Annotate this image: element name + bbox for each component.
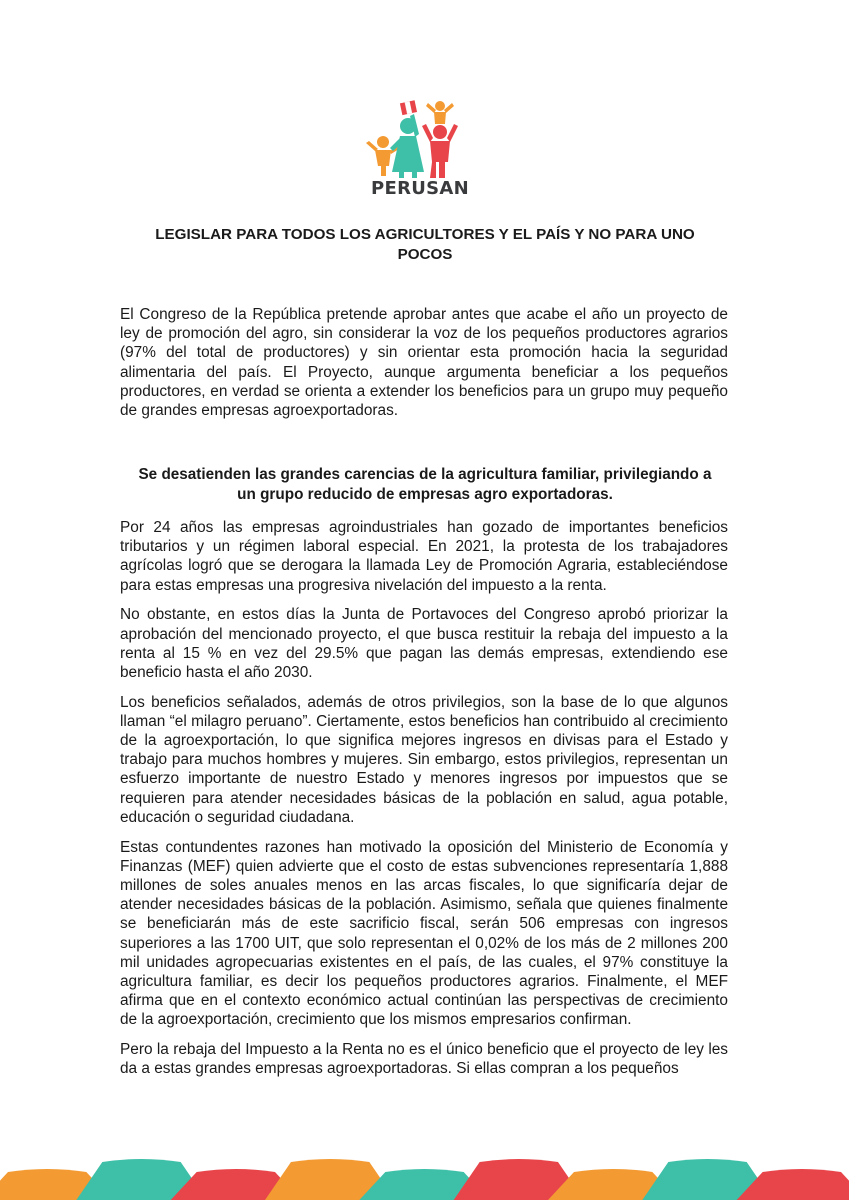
family-figures-icon	[360, 96, 480, 178]
woman-figure-icon	[390, 114, 424, 178]
body-paragraph: Los beneficios señalados, además de otros privilegios, son la base de lo que algunos llaman “el milagro peruano”. Ciertamente, estos beneficios han contribuido al crecimiento de la agroexportación, lo que significa mejores ingresos en divisas para el Estado y trabajo para muchos hombres y mujeres. Sin embargo, estos privilegios, representan un esfuerzo importante de nuestro Estado y menores ingresos por impuestos que se requieren para atender necesidades básicas de la población en salud, agua potable, educación o seguridad ciudadana.	[120, 693, 728, 826]
document-title-line-2: POCOS	[397, 246, 453, 263]
document-title	[120, 225, 730, 265]
intro-paragraph: El Congreso de la República pretende aprobar antes que acabe el año un proyecto de ley de promoción del agro, sin considerar la voz de los pequeños productores agrarios (97% del total de productores) y sin orientar esta promoción hacia la seguridad alimentaria del país. El Proyecto, aunque argumenta beneficiar a los pequeños productores, en verdad se orienta a extender los beneficios para un grupo muy pequeño de grandes empresas agroexportadoras.	[120, 306, 728, 420]
body-paragraph: Estas contundentes razones han motivado la oposición del Ministerio de Economía y Finanzas (MEF) quien advierte que el costo de estas subvenciones representaría 1,888 millones de soles anuales menos en las arcas fiscales, lo que significaría dejar de atender necesidades básicas de la población. Asimismo, señala que quienes finalmente se beneficiarán más de este sacrificio fiscal, serán 506 empresas con ingresos superiores a las 1700 UIT, que solo representan el 0,02% de los más de 2 millones 200 mil unidades agropecuarias existentes en el país, de las cuales, el 97% constituye la agricultura familiar, es decir los pequeños productores agrarios. Finalmente, el MEF afirma que en el contexto económico actual continúan las perspectivas de crecimiento de la agroexportación, crecimiento que los mismos empresarios confirman.	[120, 838, 728, 1029]
peru-flag-icon	[400, 100, 417, 115]
section-heading-line-2: un grupo reducido de empresas agro exportadoras.	[237, 485, 613, 503]
body-section	[120, 518, 728, 1089]
child-on-shoulders-icon	[426, 101, 454, 124]
document-title-line-1: LEGISLAR PARA TODOS LOS AGRICULTORES Y EL PAÍS Y NO PARA UNO	[155, 226, 695, 243]
brand-name: PERUSAN	[370, 178, 470, 199]
perusan-logo	[360, 96, 480, 206]
footer-decorative-band	[0, 1158, 849, 1200]
man-figure-icon	[422, 124, 458, 178]
body-paragraph: Por 24 años las empresas agroindustriales han gozado de importantes beneficios tributarios y un régimen laboral especial. En 2021, la protesta de los trabajadores agrícolas logró que se derogara la llamada Ley de Promoción Agraria, estableciéndose para estas empresas una progresiva nivelación del impuesto a la renta.	[120, 519, 728, 594]
section-heading-line-1: Se desatienden las grandes carencias de la agricultura familiar, privilegiando a	[138, 466, 712, 483]
intro-section	[120, 305, 728, 431]
body-paragraph: No obstante, en estos días la Junta de Portavoces del Congreso aprobó priorizar la aprobación del mencionado proyecto, el que busca restituir la rebaja del impuesto a la renta al 15 % en vez del 29.5% que pagan las demás empresas, extendiendo ese beneficio hasta el año 2030.	[120, 606, 728, 681]
body-paragraph: Pero la rebaja del Impuesto a la Renta no es el único beneficio que el proyecto de ley les da a estas grandes empresas agroexportadoras. Si ellas compran a los pequeños	[120, 1041, 728, 1078]
section-heading	[120, 465, 730, 504]
